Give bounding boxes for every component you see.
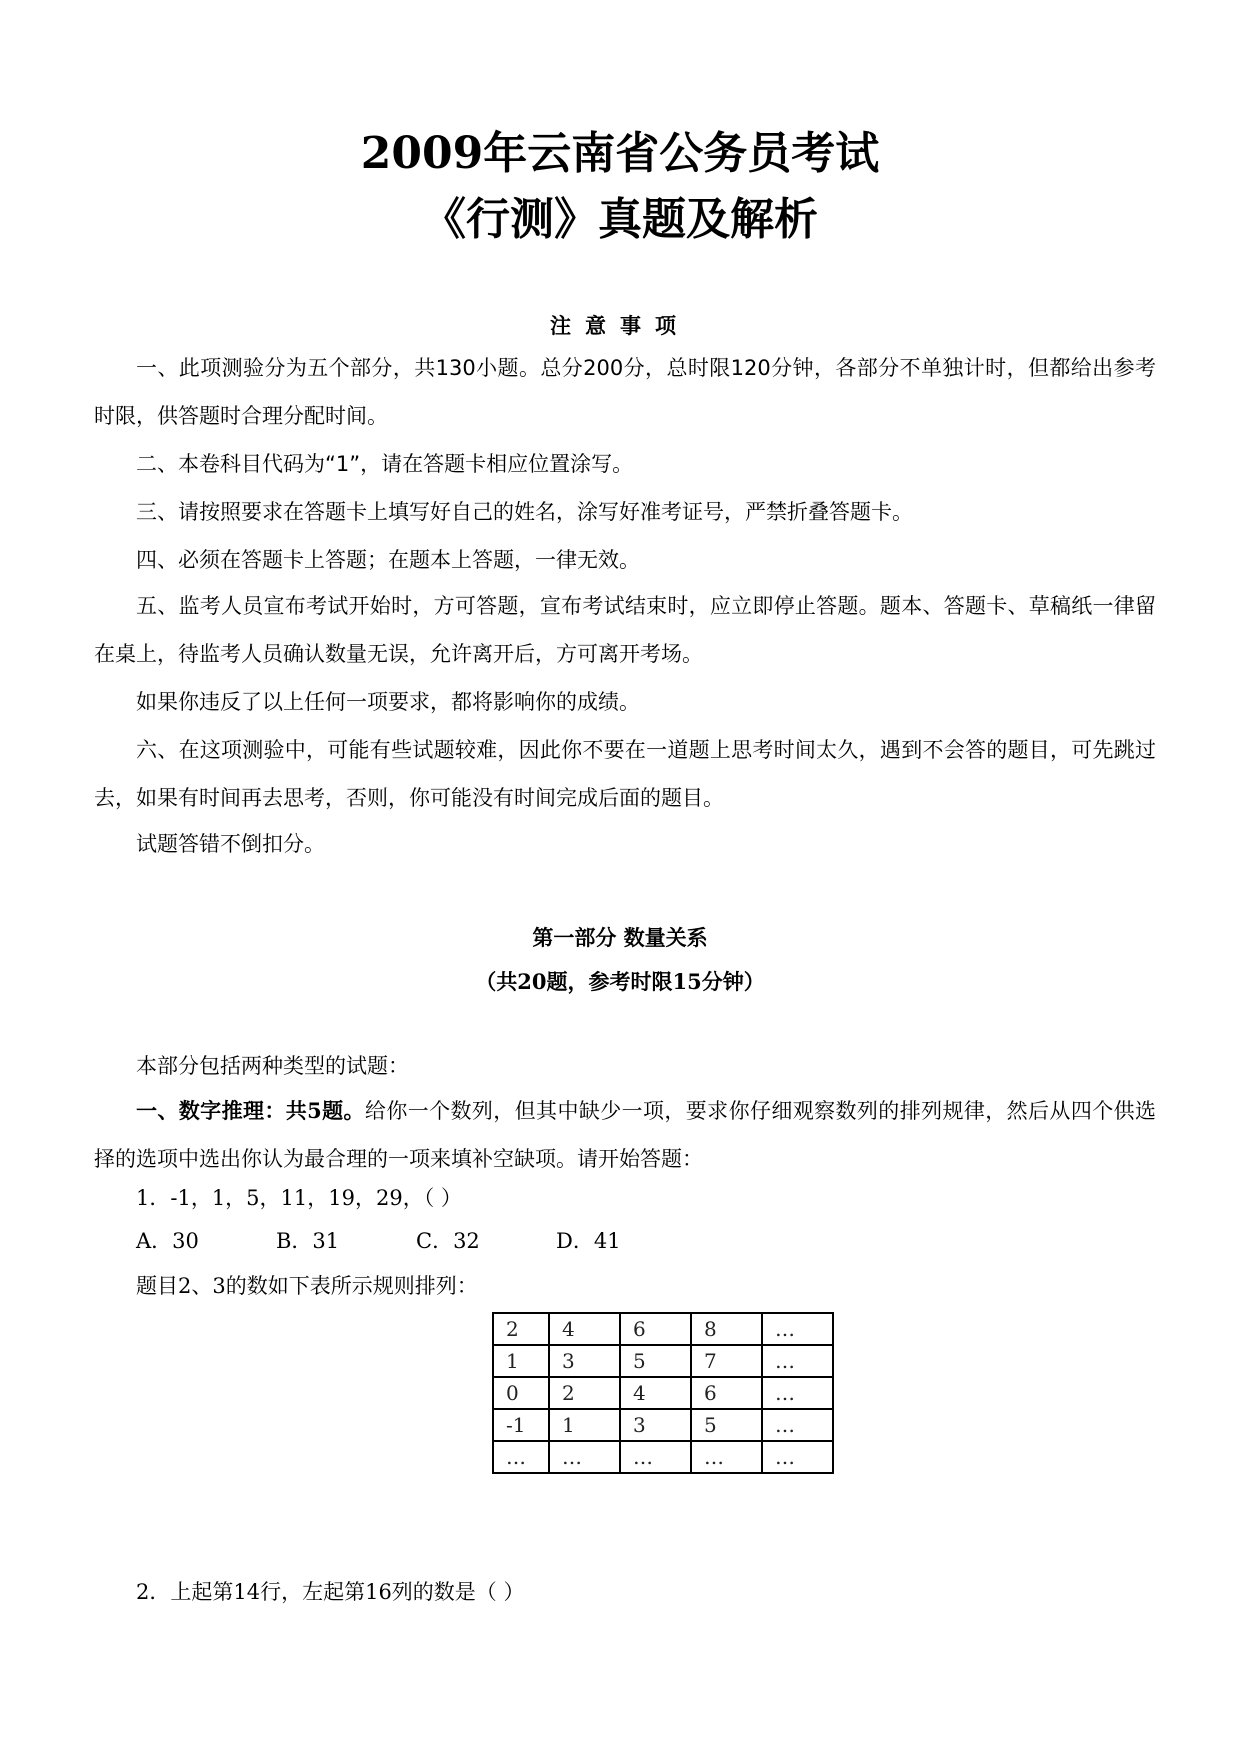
notice-item-3: 三、请按照要求在答题卡上填写好自己的姓名，涂写好准考证号，严禁折叠答题卡。 [136, 500, 913, 524]
table-row [493, 1441, 833, 1473]
notice-item-5: 五、监考人员宣布考试开始时，方可答题，宣布考试结束时，应立即停止答题。题本、答题卡、草稿纸一律留在桌上，待监考人员确认数量无误，允许离开后，方可离开考场。 [94, 594, 1156, 666]
notice-warning: 如果你违反了以上任何一项要求，都将影响你的成绩。 [136, 690, 640, 714]
table-cell: … [762, 1377, 833, 1409]
table-cell: -1 [493, 1409, 549, 1441]
question-2: 2．上起第14行，左起第16列的数是（ ） [136, 1580, 525, 1604]
table-cell: 0 [493, 1377, 549, 1409]
notice-item-1: 一、此项测验分为五个部分，共130小题。总分200分，总时限120分钟，各部分不单独计时，但都给出参考时限，供答题时合理分配时间。 [94, 356, 1156, 428]
option-a: A．30 [136, 1229, 199, 1253]
notice-item-4: 四、必须在答题卡上答题；在题本上答题，一律无效。 [136, 548, 640, 572]
table-intro: 题目2、3的数如下表所示规则排列： [136, 1274, 478, 1298]
table-cell: 2 [549, 1377, 620, 1409]
table-cell: 4 [549, 1313, 620, 1345]
notice-heading: 注意事项 [550, 313, 690, 338]
table-row [493, 1409, 833, 1441]
option-c: C．32 [416, 1229, 480, 1253]
question-type-1 [94, 1087, 1156, 1183]
table-cell: 1 [549, 1409, 620, 1441]
question-type-1-label: 一、数字推理：共5题。 [136, 1098, 365, 1123]
table-cell: … [762, 1441, 833, 1473]
table-cell: … [549, 1441, 620, 1473]
document-title-line1: 2009年云南省公务员考试 [360, 128, 880, 179]
table-cell: 4 [620, 1377, 691, 1409]
option-b: B．31 [276, 1229, 340, 1253]
table-cell: 3 [620, 1409, 691, 1441]
notice-item-6: 六、在这项测验中，可能有些试题较难，因此你不要在一道题上思考时间太久，遇到不会答的题目，可先跳过去，如果有时间再去思考，否则，你可能没有时间完成后面的题目。 [94, 738, 1156, 810]
question-type-1-text: 给你一个数列，但其中缺少一项，要求你仔细观察数列的排列规律，然后从四个供选择的选项中选出你认为最合理的一项来填补空缺项。请开始答题： [94, 1099, 1156, 1171]
table-cell: 5 [620, 1345, 691, 1377]
question-1-options [136, 1217, 696, 1265]
table-cell: 6 [691, 1377, 762, 1409]
notice-no-penalty: 试题答错不倒扣分。 [136, 832, 325, 856]
section-title: 第一部分 数量关系 [532, 925, 708, 950]
section-intro: 本部分包括两种类型的试题： [136, 1054, 409, 1078]
table-row [493, 1313, 833, 1345]
option-d: D．41 [556, 1229, 621, 1253]
table-cell: … [762, 1345, 833, 1377]
notice-item-2: 二、本卷科目代码为“1”，请在答题卡相应位置涂写。 [136, 452, 634, 476]
table-cell: … [493, 1441, 549, 1473]
document-title-line2: 《行测》真题及解析 [422, 194, 818, 245]
table-row [493, 1377, 833, 1409]
question-1: 1．-1，1，5，11，19，29，（ ） [136, 1186, 462, 1210]
section-subtitle: （共20题，参考时限15分钟） [475, 969, 765, 994]
table-cell: 1 [493, 1345, 549, 1377]
table-cell: … [762, 1409, 833, 1441]
table-cell: … [762, 1313, 833, 1345]
table-row [493, 1345, 833, 1377]
table-cell: 3 [549, 1345, 620, 1377]
table-cell: 8 [691, 1313, 762, 1345]
number-grid-table [492, 1312, 834, 1474]
table-cell: 7 [691, 1345, 762, 1377]
table-cell: … [620, 1441, 691, 1473]
table-cell: 2 [493, 1313, 549, 1345]
table-cell: 5 [691, 1409, 762, 1441]
table-cell: … [691, 1441, 762, 1473]
table-cell: 6 [620, 1313, 691, 1345]
